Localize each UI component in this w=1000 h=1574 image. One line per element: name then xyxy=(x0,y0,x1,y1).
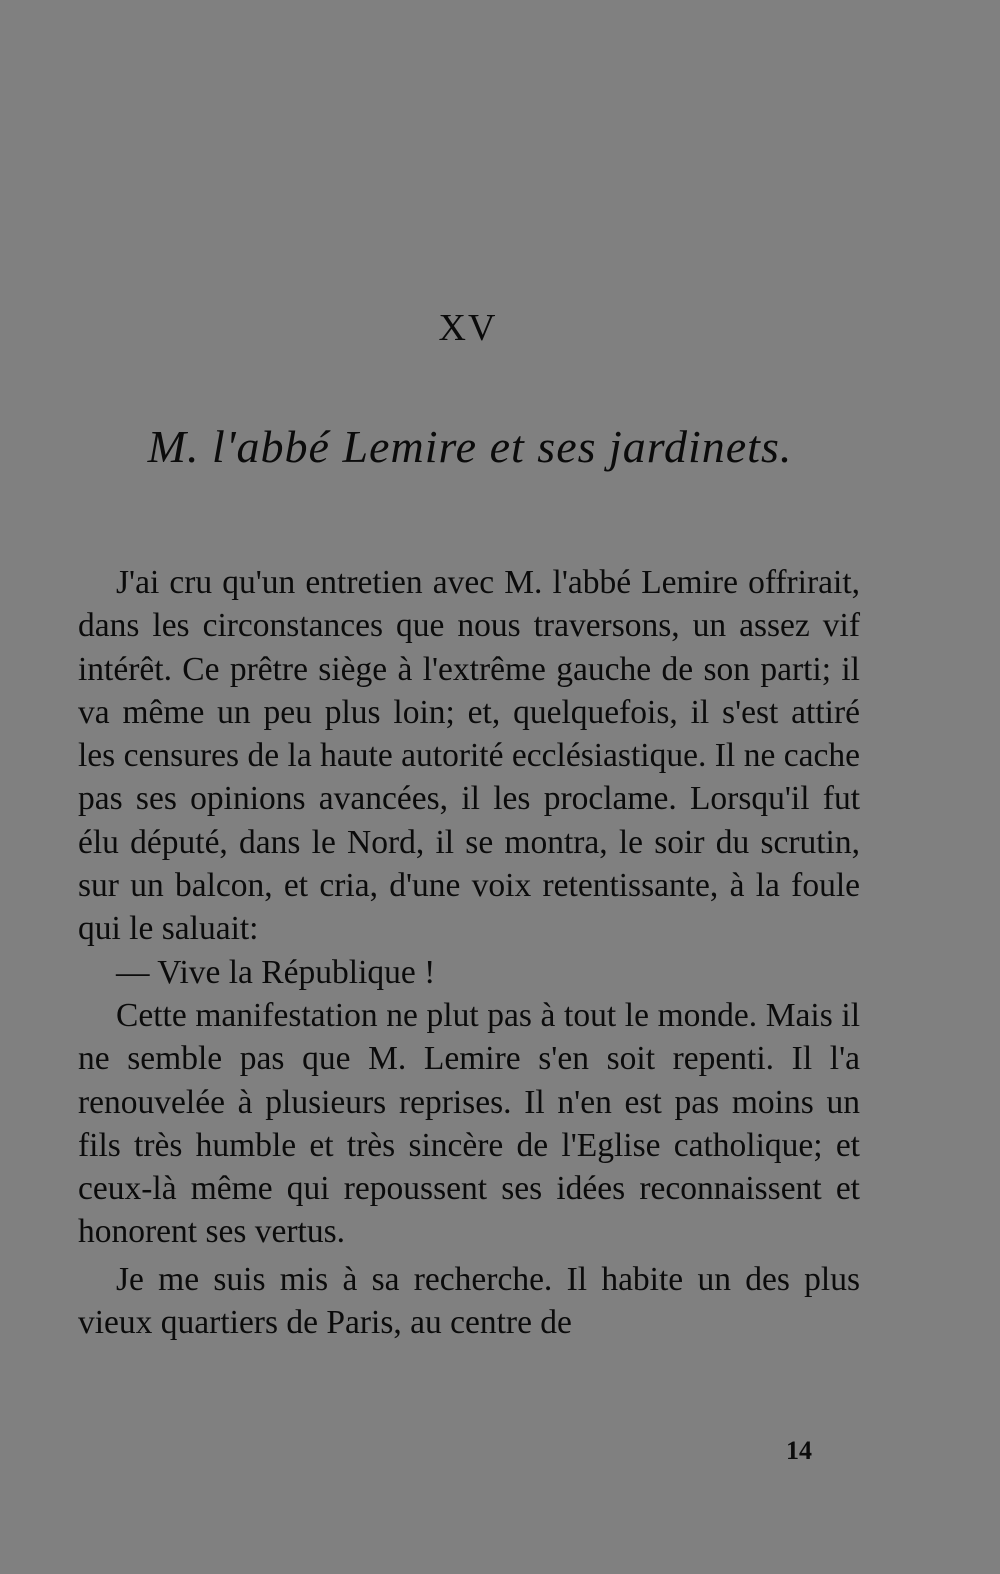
paragraph-1: J'ai cru qu'un entretien avec M. l'abbé Lemire offrirait, dans les circonstances que nous traversons, un assez vif intérêt. Ce prêtre siège à l'extrême gauche de son parti; il va même un peu plus loin; et, quelquefois, il s'est attiré les censures de la haute autorité ecclésiastique. Il ne cache pas ses opinions avancées, il les proclame. Lorsqu'il fut élu député, dans le Nord, il se montra, le soir du scrutin, sur un balcon, et cria, d'une voix retentissante, à la foule qui le saluait: xyxy=(78,564,860,948)
paragraph-2: Cette manifestation ne plut pas à tout le monde. Mais il ne semble pas que M. Lemire s'en soit repenti. Il l'a renouvelée à plusieurs reprises. Il n'en est pas moins un fils très humble et très sincère de l'Eglise catholique; et ceux-là même qui repoussent ses idées reconnaissent et honorent ses vertus. xyxy=(78,996,860,1251)
paragraph-dialogue: — Vive la République ! xyxy=(116,953,436,991)
chapter-number: XV xyxy=(438,307,498,349)
body-text xyxy=(78,561,860,1344)
paragraph-3: Je me suis mis à sa recherche. Il habite un des plus vieux quartiers de Paris, au centre de xyxy=(78,1260,860,1342)
signature-mark: 14 xyxy=(786,1436,812,1465)
chapter-title: M. l'abbé Lemire et ses jardinets. xyxy=(147,421,793,472)
